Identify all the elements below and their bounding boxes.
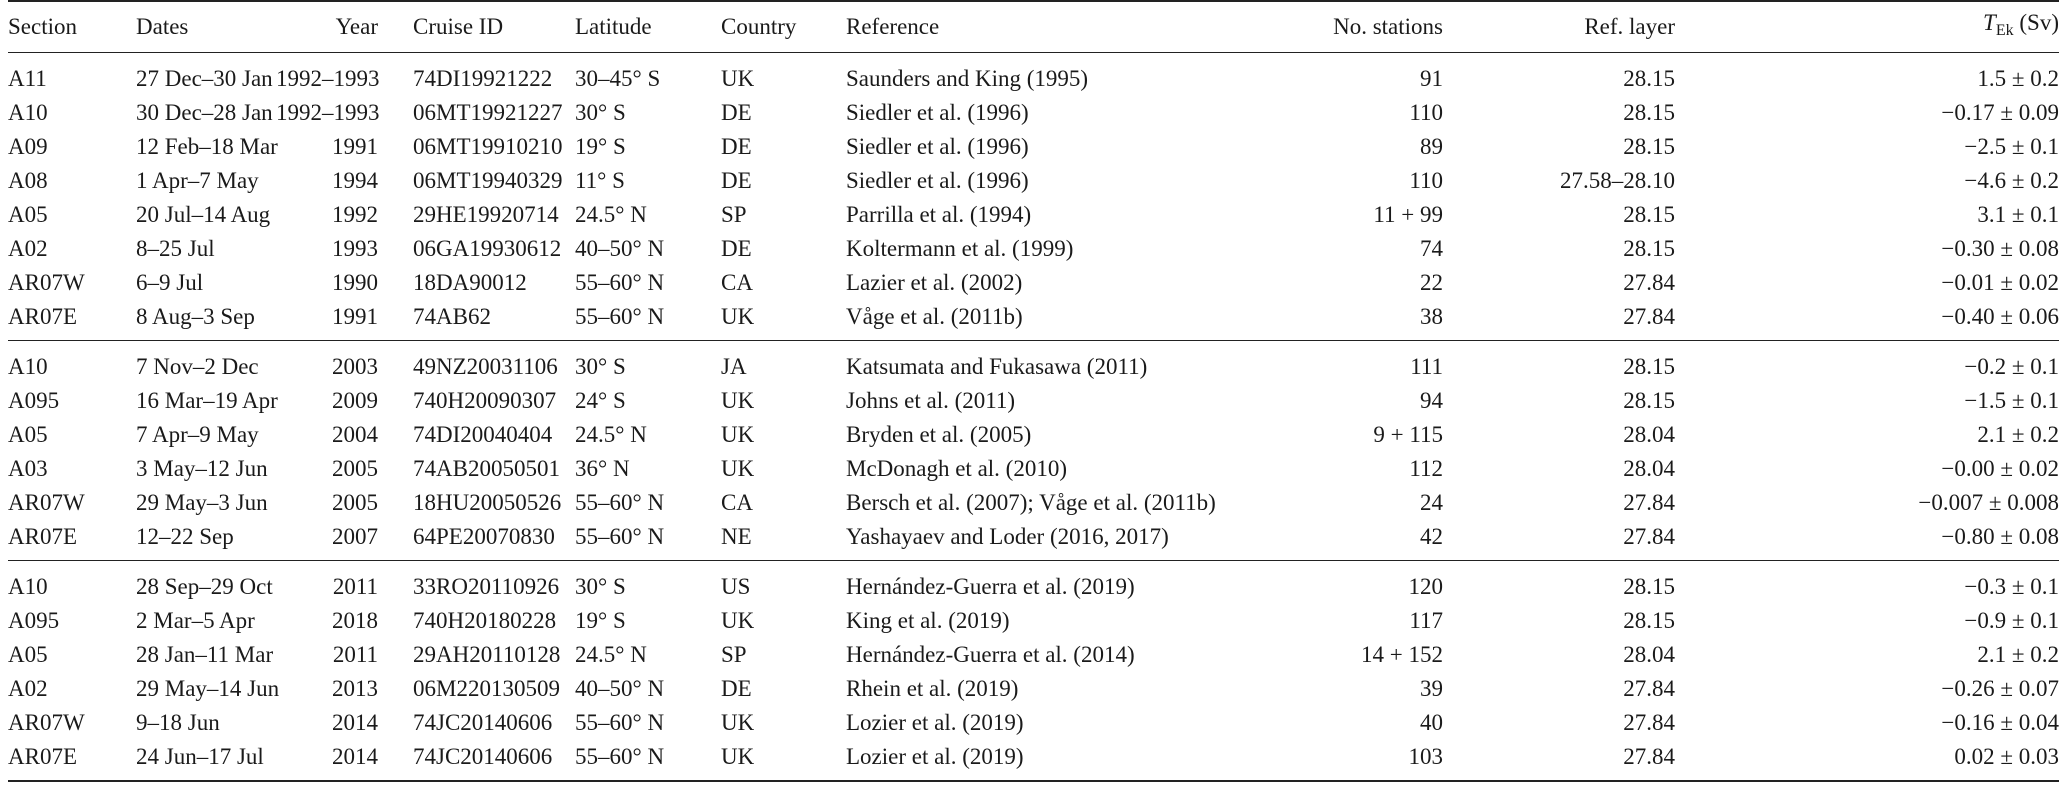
cell-dates: 7 Nov–2 Dec	[136, 341, 276, 385]
cell-year: 2011	[276, 561, 378, 605]
cell-cruise-id: 06M220130509	[413, 676, 560, 701]
cell-year: 1992–1993	[276, 100, 380, 125]
cell-cruise-id: 740H20180228	[413, 608, 557, 633]
cell-cruise-id: 740H20090307	[413, 388, 557, 413]
col-header-dates: Dates	[136, 1, 276, 53]
tek-symbol: T	[1983, 10, 1996, 35]
cell-year: 1994	[332, 168, 378, 193]
cell-spacer	[378, 164, 413, 198]
cell-latitude: 55–60° N	[575, 740, 721, 781]
table-group	[8, 53, 2059, 341]
cell-reference: Katsumata and Fukasawa (2011)	[846, 341, 1250, 385]
cell-cruise-id: 18DA90012	[413, 270, 527, 295]
cell-latitude: 30–45° S	[575, 66, 661, 91]
cell-reference: Lazier et al. (2002)	[846, 270, 1023, 295]
cell-spacer	[378, 96, 413, 130]
cell-country: CA	[721, 270, 753, 295]
cell-cruise-id: 18HU20050526	[413, 490, 562, 515]
cell-spacer	[378, 300, 413, 341]
cell-no-stations: 40	[1420, 710, 1443, 735]
cruise-sections-table	[8, 0, 2059, 782]
cell-reference: Yashayaev and Loder (2016, 2017)	[846, 524, 1169, 549]
cell-latitude: 55–60° N	[575, 710, 665, 735]
cell-year: 2018	[332, 608, 378, 633]
cell-latitude: 24.5° N	[575, 422, 647, 447]
cell-dates: 27 Dec–30 Jan	[136, 66, 273, 91]
cell-no-stations: 74	[1420, 236, 1443, 261]
cell-country: UK	[721, 388, 755, 413]
cell-section: A095	[8, 388, 60, 413]
cell-ref-layer: 27.84	[1623, 490, 1675, 515]
cell-country: UK	[721, 456, 755, 481]
cell-tek: −4.6 ± 0.2	[1964, 168, 2059, 193]
cell-tek: −0.2 ± 0.1	[1675, 341, 2059, 385]
table-row	[8, 130, 2059, 164]
cell-ref-layer: 28.04	[1623, 422, 1675, 447]
cell-reference: Lozier et al. (2019)	[846, 710, 1024, 735]
cell-dates: 12–22 Sep	[136, 524, 234, 549]
cell-ref-layer: 27.58–28.10	[1560, 168, 1675, 193]
cell-no-stations: 112	[1409, 456, 1443, 481]
cell-tek: −2.5 ± 0.1	[1964, 134, 2059, 159]
cell-latitude: 24° S	[575, 388, 626, 413]
tek-unit: (Sv)	[2013, 10, 2059, 35]
col-header-country: Country	[721, 1, 846, 53]
cell-reference: Siedler et al. (1996)	[846, 168, 1029, 193]
cell-dates: 30 Dec–28 Jan	[136, 100, 273, 125]
cell-ref-layer: 28.04	[1623, 456, 1675, 481]
cell-latitude: 36° N	[575, 456, 630, 481]
table-row	[8, 520, 2059, 561]
cell-reference: King et al. (2019)	[846, 608, 1010, 633]
cell-spacer	[378, 266, 413, 300]
cruise-table-container	[8, 0, 2059, 802]
cell-dates: 3 May–12 Jun	[136, 456, 268, 481]
cell-dates: 28 Sep–29 Oct	[136, 561, 276, 605]
cell-section: A03	[8, 456, 48, 481]
cell-cruise-id: 49NZ20031106	[413, 341, 575, 385]
table-group	[8, 561, 2059, 782]
cell-year: 2004	[332, 422, 378, 447]
cell-section: AR07W	[8, 710, 85, 735]
cell-cruise-id: 06GA19930612	[413, 236, 562, 261]
table-row	[8, 740, 2059, 781]
cell-country: UK	[721, 608, 755, 633]
cell-no-stations: 11 + 99	[1373, 202, 1443, 227]
cell-cruise-id: 29AH20110128	[413, 642, 561, 667]
header-row	[8, 1, 2059, 53]
table-row	[8, 418, 2059, 452]
cell-reference: Hernández-Guerra et al. (2019)	[846, 561, 1250, 605]
cell-country: JA	[721, 341, 846, 385]
cell-spacer	[378, 384, 413, 418]
cell-latitude: 19° S	[575, 134, 626, 159]
cell-tek: −0.30 ± 0.08	[1941, 236, 2059, 261]
cell-latitude: 40–50° N	[575, 676, 665, 701]
cell-no-stations: 89	[1420, 134, 1443, 159]
cell-country: SP	[721, 202, 747, 227]
cell-no-stations: 39	[1420, 676, 1443, 701]
cell-no-stations: 103	[1250, 740, 1443, 781]
cell-reference: McDonagh et al. (2010)	[846, 456, 1067, 481]
cell-reference: Saunders and King (1995)	[846, 66, 1089, 91]
cell-spacer	[378, 706, 413, 740]
table-row	[8, 452, 2059, 486]
cell-section: A11	[8, 66, 47, 91]
table-row	[8, 561, 2059, 605]
cell-cruise-id: 29HE19920714	[413, 202, 559, 227]
cell-country: DE	[721, 100, 752, 125]
cell-dates: 8 Aug–3 Sep	[136, 304, 255, 329]
cell-latitude: 30° S	[575, 100, 626, 125]
cell-latitude: 24.5° N	[575, 642, 647, 667]
cell-ref-layer: 28.15	[1623, 100, 1675, 125]
cell-country: DE	[721, 676, 752, 701]
col-header-latitude: Latitude	[575, 1, 721, 53]
cell-latitude: 40–50° N	[575, 236, 665, 261]
cell-section: AR07W	[8, 490, 85, 515]
table-row	[8, 341, 2059, 385]
cell-country: UK	[721, 422, 755, 447]
cell-cruise-id: 74DI20040404	[413, 422, 553, 447]
col-header-cruise-id: Cruise ID	[413, 1, 575, 53]
cell-reference: Siedler et al. (1996)	[846, 100, 1029, 125]
cell-country: NE	[721, 524, 752, 549]
cell-tek: 2.1 ± 0.2	[1977, 422, 2059, 447]
cell-year: 2014	[332, 710, 378, 735]
cell-year: 2007	[332, 524, 378, 549]
cell-country: UK	[721, 66, 755, 91]
cell-ref-layer: 27.84	[1443, 740, 1675, 781]
cell-no-stations: 91	[1420, 66, 1443, 91]
cell-spacer	[378, 520, 413, 561]
cell-dates: 2 Mar–5 Apr	[136, 608, 255, 633]
cell-dates: 9–18 Jun	[136, 710, 220, 735]
table-row	[8, 96, 2059, 130]
cell-no-stations: 94	[1420, 388, 1443, 413]
cell-dates: 24 Jun–17 Jul	[136, 740, 276, 781]
cell-year: 2013	[332, 676, 378, 701]
cell-tek: −0.16 ± 0.04	[1941, 710, 2059, 735]
cell-year: 2005	[332, 456, 378, 481]
cell-spacer	[378, 638, 413, 672]
cell-ref-layer: 27.84	[1623, 524, 1675, 549]
table-row	[8, 53, 2059, 97]
cell-ref-layer: 28.15	[1443, 341, 1675, 385]
cell-year: 2009	[332, 388, 378, 413]
cell-section: AR07E	[8, 740, 136, 781]
table-row	[8, 604, 2059, 638]
cell-spacer	[378, 740, 413, 781]
cell-latitude: 24.5° N	[575, 202, 647, 227]
cell-tek: −0.26 ± 0.07	[1941, 676, 2059, 701]
cell-year: 2014	[276, 740, 378, 781]
cell-dates: 1 Apr–7 May	[136, 168, 259, 193]
cell-cruise-id: 06MT19910210	[413, 134, 563, 159]
cell-section: A09	[8, 134, 48, 159]
table-row	[8, 164, 2059, 198]
cell-ref-layer: 28.15	[1443, 561, 1675, 605]
cell-tek: 1.5 ± 0.2	[1977, 66, 2059, 91]
cell-year: 1991	[332, 134, 378, 159]
cell-ref-layer: 27.84	[1623, 270, 1675, 295]
cell-year: 1992–1993	[276, 66, 380, 91]
cell-reference: Siedler et al. (1996)	[846, 134, 1029, 159]
cell-dates: 28 Jan–11 Mar	[136, 642, 274, 667]
cell-tek: −0.17 ± 0.09	[1941, 100, 2059, 125]
cell-spacer	[378, 130, 413, 164]
cell-year: 1993	[332, 236, 378, 261]
cell-tek: −0.3 ± 0.1	[1675, 561, 2059, 605]
cell-cruise-id: 74AB20050501	[413, 456, 560, 481]
cell-country: CA	[721, 490, 753, 515]
col-header-no-stations: No. stations	[1250, 1, 1443, 53]
cell-section: A05	[8, 422, 48, 447]
cell-section: A095	[8, 608, 60, 633]
cell-cruise-id: 74JC20140606	[413, 740, 575, 781]
cell-latitude: 19° S	[575, 608, 626, 633]
cell-year: 2003	[276, 341, 378, 385]
cell-section: A10	[8, 100, 48, 125]
cell-spacer	[378, 486, 413, 520]
cell-latitude: 30° S	[575, 561, 721, 605]
cell-tek: 3.1 ± 0.1	[1977, 202, 2059, 227]
cell-dates: 12 Feb–18 Mar	[136, 134, 278, 159]
col-header-ref-layer: Ref. layer	[1443, 1, 1675, 53]
cell-no-stations: 14 + 152	[1361, 642, 1443, 667]
cell-section: A10	[8, 341, 136, 385]
cell-section: A02	[8, 676, 48, 701]
cell-tek: −0.01 ± 0.02	[1941, 270, 2059, 295]
cell-no-stations: 24	[1420, 490, 1443, 515]
cell-section: AR07E	[8, 304, 77, 329]
cell-dates: 20 Jul–14 Aug	[136, 202, 271, 227]
cell-tek: 2.1 ± 0.2	[1977, 642, 2059, 667]
cell-section: A05	[8, 642, 48, 667]
table-row	[8, 486, 2059, 520]
cell-cruise-id: 74JC20140606	[413, 710, 553, 735]
col-header-year: Year	[276, 1, 378, 53]
tek-subscript: Ek	[1995, 22, 2014, 39]
cell-ref-layer: 28.15	[1623, 608, 1675, 633]
cell-reference: Koltermann et al. (1999)	[846, 236, 1074, 261]
cell-dates: 7 Apr–9 May	[136, 422, 259, 447]
cell-no-stations: 9 + 115	[1373, 422, 1443, 447]
cell-year: 2005	[332, 490, 378, 515]
cell-year: 1991	[332, 304, 378, 329]
cell-latitude: 55–60° N	[575, 270, 665, 295]
cell-reference: Bryden et al. (2005)	[846, 422, 1032, 447]
cell-section: A10	[8, 561, 136, 605]
cell-spacer	[378, 198, 413, 232]
cell-spacer	[378, 53, 413, 97]
col-header-section: Section	[8, 1, 136, 53]
cell-latitude: 55–60° N	[575, 524, 665, 549]
cell-section: AR07E	[8, 524, 77, 549]
table-row	[8, 232, 2059, 266]
cell-country: US	[721, 561, 846, 605]
cell-cruise-id: 06MT19940329	[413, 168, 563, 193]
table-row	[8, 638, 2059, 672]
cell-section: A05	[8, 202, 48, 227]
cell-dates: 16 Mar–19 Apr	[136, 388, 278, 413]
table-row	[8, 384, 2059, 418]
cell-country: DE	[721, 168, 752, 193]
cell-no-stations: 111	[1250, 341, 1443, 385]
cell-tek: −0.40 ± 0.06	[1941, 304, 2059, 329]
cell-ref-layer: 27.84	[1623, 676, 1675, 701]
cell-section: AR07W	[8, 270, 85, 295]
cell-country: UK	[721, 710, 755, 735]
cell-dates: 8–25 Jul	[136, 236, 215, 261]
cell-ref-layer: 28.15	[1623, 236, 1675, 261]
cell-reference: Lozier et al. (2019)	[846, 740, 1250, 781]
cell-ref-layer: 27.84	[1623, 304, 1675, 329]
cell-no-stations: 38	[1420, 304, 1443, 329]
cell-reference: Rhein et al. (2019)	[846, 676, 1019, 701]
cell-dates: 29 May–3 Jun	[136, 490, 268, 515]
cell-spacer	[378, 418, 413, 452]
cell-no-stations: 120	[1250, 561, 1443, 605]
cell-no-stations: 22	[1420, 270, 1443, 295]
cell-cruise-id: 74AB62	[413, 304, 491, 329]
cell-country: DE	[721, 236, 752, 261]
cell-spacer	[378, 452, 413, 486]
cell-section: A08	[8, 168, 48, 193]
cell-latitude: 30° S	[575, 341, 721, 385]
cell-section: A02	[8, 236, 48, 261]
cell-no-stations: 110	[1409, 100, 1443, 125]
cell-tek: −0.007 ± 0.008	[1918, 490, 2059, 515]
cell-spacer	[378, 672, 413, 706]
cell-reference: Parrilla et al. (1994)	[846, 202, 1032, 227]
cell-ref-layer: 28.15	[1623, 202, 1675, 227]
cell-reference: Johns et al. (2011)	[846, 388, 1016, 413]
cell-no-stations: 110	[1409, 168, 1443, 193]
table-row	[8, 672, 2059, 706]
col-header-tek	[1675, 1, 2059, 53]
cell-tek: −0.80 ± 0.08	[1941, 524, 2059, 549]
cell-spacer	[378, 232, 413, 266]
cell-ref-layer: 28.15	[1623, 388, 1675, 413]
cell-tek: −0.00 ± 0.02	[1941, 456, 2059, 481]
cell-latitude: 55–60° N	[575, 490, 665, 515]
cell-year: 1990	[332, 270, 378, 295]
cell-spacer	[378, 561, 413, 605]
cell-reference: Våge et al. (2011b)	[846, 304, 1023, 329]
cell-ref-layer: 27.84	[1623, 710, 1675, 735]
cell-ref-layer: 28.15	[1623, 134, 1675, 159]
cell-no-stations: 117	[1409, 608, 1443, 633]
cell-tek: 0.02 ± 0.03	[1675, 740, 2059, 781]
cell-ref-layer: 28.04	[1623, 642, 1675, 667]
table-row	[8, 198, 2059, 232]
cell-ref-layer: 28.15	[1623, 66, 1675, 91]
cell-year: 1992	[332, 202, 378, 227]
table-row	[8, 706, 2059, 740]
cell-latitude: 11° S	[575, 168, 625, 193]
cell-year: 2011	[332, 642, 378, 667]
cell-dates: 29 May–14 Jun	[136, 676, 280, 701]
cell-cruise-id: 33RO20110926	[413, 561, 575, 605]
cell-dates: 6–9 Jul	[136, 270, 204, 295]
cell-cruise-id: 06MT19921227	[413, 100, 563, 125]
cell-reference: Bersch et al. (2007); Våge et al. (2011b)	[846, 490, 1216, 515]
cell-country: UK	[721, 740, 846, 781]
cell-tek: −1.5 ± 0.1	[1964, 388, 2059, 413]
cell-tek: −0.9 ± 0.1	[1964, 608, 2059, 633]
cell-country: SP	[721, 642, 747, 667]
cell-spacer	[378, 341, 413, 385]
cell-country: UK	[721, 304, 755, 329]
cell-no-stations: 42	[1420, 524, 1443, 549]
cell-cruise-id: 64PE20070830	[413, 524, 555, 549]
cell-country: DE	[721, 134, 752, 159]
cell-reference: Hernández-Guerra et al. (2014)	[846, 642, 1135, 667]
table-row	[8, 266, 2059, 300]
table-row	[8, 300, 2059, 341]
cell-latitude: 55–60° N	[575, 304, 665, 329]
cell-cruise-id: 74DI19921222	[413, 66, 553, 91]
col-header-reference: Reference	[846, 1, 1250, 53]
cell-spacer	[378, 604, 413, 638]
table-group	[8, 341, 2059, 561]
